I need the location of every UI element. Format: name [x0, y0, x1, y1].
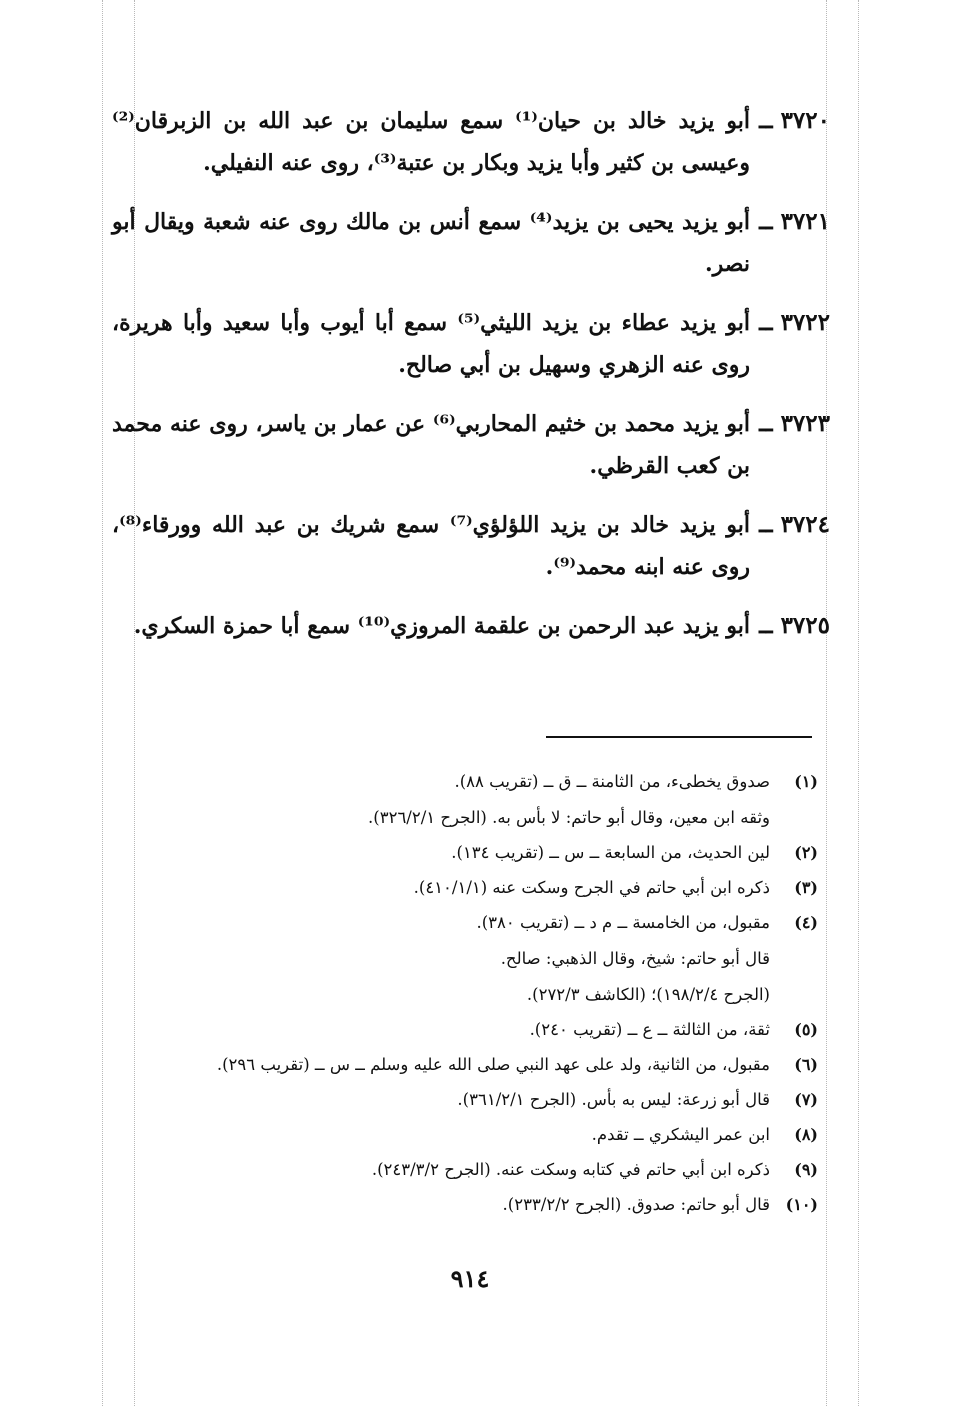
entry-text: أبو يزيد خالد بن حيان⁽¹⁾ سمع سليمان بن عبد الله بن الزبرقان⁽²⁾ وعيسى بن كثير وأبا يزيد وبكار بن عتبة⁽³⁾، روى عنه النفيلي.: [112, 108, 750, 176]
footnote-text: ابن عمر اليشكري ــ تقدم.: [591, 1125, 770, 1144]
footnote-text: لين الحديث، من السابعة ــ س ــ (تقريب ١٣٤).: [451, 843, 770, 862]
entry: [112, 504, 830, 588]
footnote: [150, 1016, 818, 1044]
footnote-number: (٢): [794, 843, 818, 862]
entry-dash: ــ: [759, 612, 773, 639]
footnote-number: (٣): [794, 878, 818, 897]
footnote: [150, 768, 818, 832]
footnote: [150, 839, 818, 867]
entry-dash: ــ: [759, 309, 773, 336]
entry-number: ٣٧٢٣: [780, 410, 830, 437]
entry-text: أبو يزيد خالد بن يزيد اللؤلؤي⁽⁷⁾ سمع شريك بن عبد الله وورقاء⁽⁸⁾، روى عنه ابنه محمد⁽⁹⁾.: [112, 512, 751, 580]
footnote-text: قال أبو حاتم: شيخ، وقال الذهبي: صالح.: [500, 949, 770, 968]
scan-guide-line: [102, 0, 103, 1406]
footnote-number: (١): [794, 772, 818, 791]
entry-text: أبو يزيد عطاء بن يزيد الليثي⁽⁵⁾ سمع أبا أيوب وأبا سعيد وأبا هريرة، روى عنه الزهري وسهيل بن أبي صالح.: [112, 310, 751, 378]
footnote-text: ذكره ابن أبي حاتم في كتابه وسكت عنه. (الجرح ٢٤٣/٣/٢).: [371, 1160, 770, 1179]
footnote-text: صدوق يخطىء، من الثامنة ــ ق ــ (تقريب ٨٨).: [454, 772, 770, 791]
footnote: [150, 1086, 818, 1114]
footnote-number: (٤): [794, 913, 818, 932]
footnote-number: (٨): [794, 1125, 818, 1144]
footnote-divider: [546, 736, 812, 738]
entry-text: أبو يزيد محمد بن خثيم المحاربي⁽⁶⁾ عن عمار بن ياسر، روى عنه محمد بن كعب القرظي.: [112, 411, 750, 479]
footnote: [150, 874, 818, 902]
footnote-text: مقبول، من الثانية، ولد على عهد النبي صلى الله عليه وسلم ــ س ــ (تقريب ٢٩٦).: [216, 1055, 770, 1074]
footnote-text: مقبول، من الخامسة ــ م د ــ (تقريب ٣٨٠).: [476, 913, 770, 932]
footnote-number: (١٠): [785, 1195, 818, 1214]
entry-number: ٣٧٢١: [780, 208, 830, 235]
entry-number: ٣٧٢٥: [780, 612, 830, 639]
entry-dash: ــ: [759, 107, 773, 134]
footnote: [150, 1156, 818, 1184]
footnote-text: ذكره ابن أبي حاتم في الجرح وسكت عنه (٤١٠/١/١).: [413, 878, 770, 897]
entry: [112, 605, 830, 647]
footnote-text: وثقه ابن معين، وقال أبو حاتم: لا بأس به. (الجرح ٣٢٦/٢/١).: [368, 808, 770, 827]
entry-dash: ــ: [759, 511, 773, 538]
footnote-number: (٧): [794, 1090, 818, 1109]
footnote-number: (٥): [794, 1020, 818, 1039]
entries-list: [112, 100, 830, 664]
footnote-number: (٦): [794, 1055, 818, 1074]
footnote: [150, 1121, 818, 1149]
footnote: [150, 1191, 818, 1219]
footnote-text: قال أبو زرعة: ليس به بأس. (الجرح ٣٦١/٢/١).: [457, 1090, 770, 1109]
entry-dash: ــ: [759, 410, 773, 437]
entry-number: ٣٧٢٤: [780, 511, 830, 538]
entry: [112, 201, 830, 285]
footnote-text: ثقة، من الثالثة ــ ع ــ (تقريب ٢٤٠).: [529, 1020, 770, 1039]
entry-number: ٣٧٢٠: [780, 107, 830, 134]
footnotes-list: [150, 768, 818, 1226]
entry: [112, 100, 830, 184]
page-number: ٩١٤: [450, 1264, 490, 1293]
entry-text: أبو يزيد يحيى بن يزيد⁽⁴⁾ سمع أنس بن مالك روى عنه شعبة ويقال أبو نصر.: [112, 209, 751, 277]
footnote: [150, 909, 818, 1009]
entry: [112, 403, 830, 487]
footnote: [150, 1051, 818, 1079]
entry-number: ٣٧٢٢: [780, 309, 830, 336]
entry-text: أبو يزيد عبد الرحمن بن علقمة المروزي⁽¹⁰⁾ سمع أبا حمزة السكري.: [133, 613, 750, 639]
footnote-number: (٩): [794, 1160, 818, 1179]
scan-guide-line: [858, 0, 859, 1406]
footnote-text: (الجرح ١٩٨/٢/٤)؛ (الكاشف ٢٧٢/٣).: [526, 985, 770, 1004]
footnote-text: قال أبو حاتم: صدوق. (الجرح ٢٣٣/٢/٢).: [502, 1195, 770, 1214]
entry: [112, 302, 830, 386]
entry-dash: ــ: [759, 208, 773, 235]
